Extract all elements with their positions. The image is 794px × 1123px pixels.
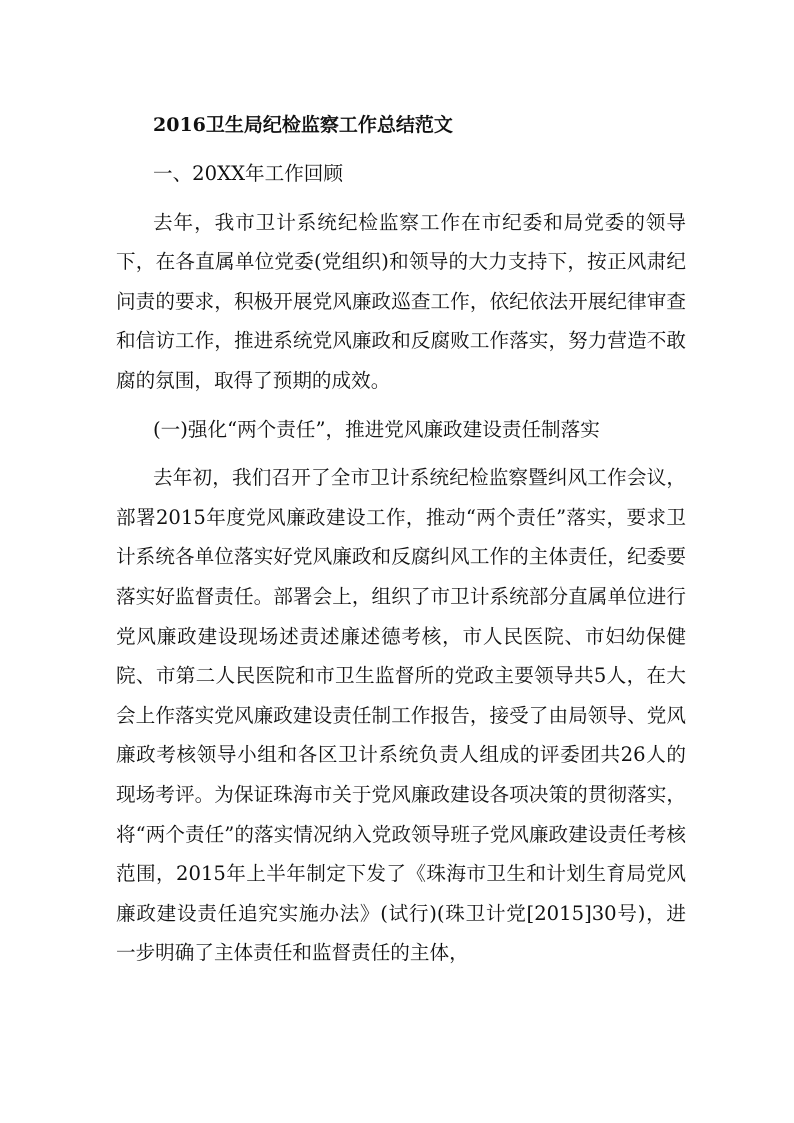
subheading-two-responsibilities: (一)强化“两个责任”，推进党风廉政建设责任制落实 [153,417,600,441]
section-heading: 一、20XX年工作回顾 [153,162,343,185]
paragraph-review: 去年，我市卫计系统纪检监察工作在市纪委和局党委的领导下，在各直属单位党委(党组织)和领导的大力支持下，按正风肃纪问责的要求，积极开展党风廉政巡查工作，依纪依法开展纪律审查和信访工作，推进系统党风廉政和反腐败工作落实，努力营造不敢腐的氛围，取得了预期的成效。 [116,210,686,392]
document-title: 2016卫生局纪检监察工作总结范文 [153,114,453,136]
document-page [116,108,686,982]
paragraph-meeting: 去年初，我们召开了全市卫计系统纪检监察暨纠风工作会议，部署2015年度党风廉政建设工作，推动“两个责任”落实，要求卫计系统各单位落实好党风廉政和反腐纠风工作的主体责任，纪委要落实好监督责任。部署会上，组织了市卫计系统部分直属单位进行党风廉政建设现场述责述廉述德考核，市人民医院、市妇幼保健院、市第二人民医院和市卫生监督所的党政主要领导共5人，在大会上作落实党风廉政建设责任制工作报告，接受了由局领导、党风廉政考核领导小组和各区卫计系统负责人组成的评委团共26人的现场考评。为保证珠海市关于党风廉政建设各项决策的贯彻落实，将“两个责任”的落实情况纳入党政领导班子党风廉政建设责任考核范围，2015年上半年制定下发了《珠海市卫生和计划生育局党风廉政建设责任追究实施办法》(试行)(珠卫计党[2015]30号)，进一步明确了主体责任和监督责任的主体， [116,466,686,965]
